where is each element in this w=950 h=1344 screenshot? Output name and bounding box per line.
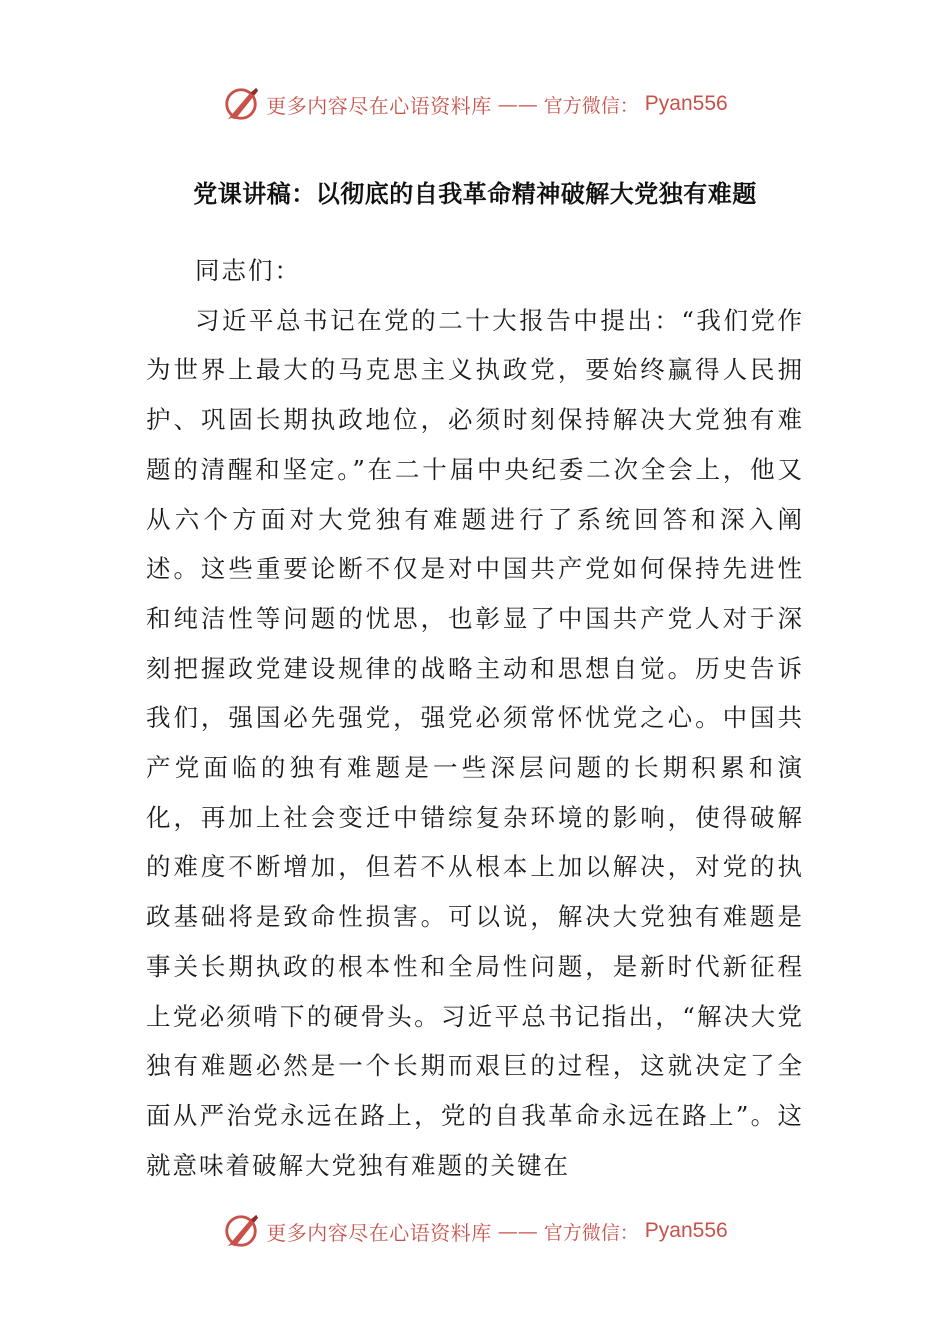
header-watermark [0,82,950,126]
watermark-wechat-label: 官方微信： [543,94,639,117]
pen-logo-icon [222,85,260,123]
pen-logo-icon [222,1212,260,1250]
watermark-dash: —— [497,92,538,116]
watermark-wechat-id: Pyan556 [644,92,728,115]
document-body [146,246,804,1190]
watermark-text: 更多内容尽在心语资料库 [266,93,492,118]
watermark-text: 更多内容尽在心语资料库 [266,1220,492,1245]
watermark-wechat-id: Pyan556 [644,1219,728,1242]
watermark-wechat-label: 官方微信： [543,1221,639,1244]
footer-watermark [0,1209,950,1253]
watermark-dash: —— [497,1219,538,1243]
document-title: 党课讲稿：以彻底的自我革命精神破解大党独有难题 [193,180,757,208]
paragraph: 习近平总书记在党的二十大报告中提出：“我们党作为世界上最大的马克思主义执政党，要始终赢得人民拥护、巩固长期执政地位，必须时刻保持解决大党独有难题的清醒和坚定。”在二十届中央纪委二次全会上，他又从六个方面对大党独有难题进行了系统回答和深入阐述。这些重要论断不仅是对中国共产党如何保持先进性和纯洁性等问题的忧思，也彰显了中国共产党人对于深刻把握政党建设规律的战略主动和思想自觉。历史告诉我们，强国必先强党，强党必须常怀忧党之心。中国共产党面临的独有难题是一些深层问题的长期积累和演化，再加上社会变迁中错综复杂环境的影响，使得破解的难度不断增加，但若不从根本上加以解决，对党的执政基础将是致命性损害。可以说，解决大党独有难题是事关长期执政的根本性和全局性问题，是新时代新征程上党必须啃下的硬骨头。习近平总书记指出，“解决大党独有难题必然是一个长期而艰巨的过程，这就决定了全面从严治党永远在路上，党的自我革命永远在路上”。这就意味着破解大党独有难题的关键在 [146,305,804,1180]
salutation: 同志们： [195,256,301,285]
